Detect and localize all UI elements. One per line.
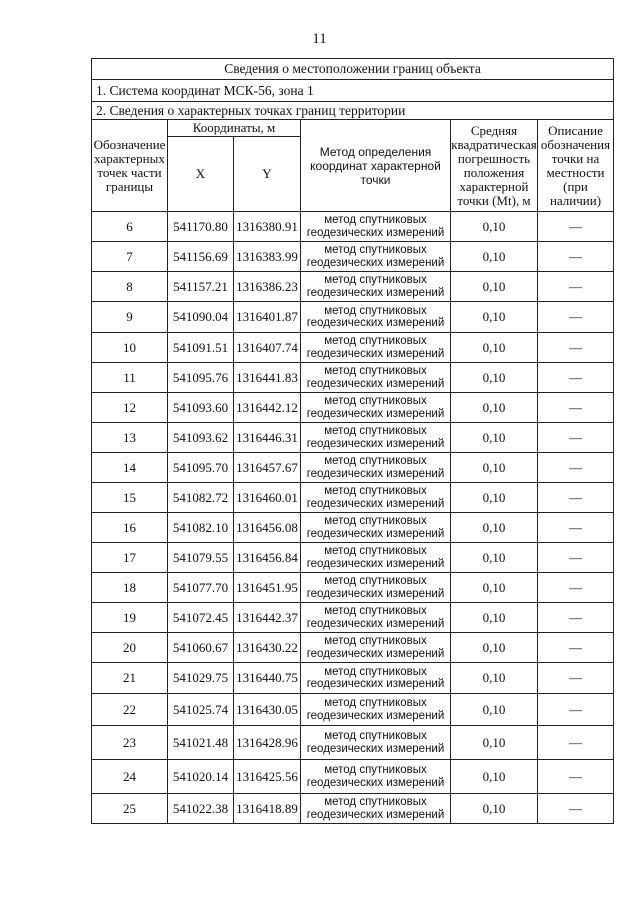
y-coordinate-cell: 1316456.08 — [234, 513, 301, 543]
accuracy-cell: 0,10 — [451, 393, 538, 423]
table-row — [92, 513, 614, 543]
description-cell: — — [538, 333, 614, 363]
table-row — [92, 543, 614, 573]
method-cell: метод спутниковых геодезических измерений — [301, 633, 451, 663]
table-row — [92, 726, 614, 760]
accuracy-cell: 0,10 — [451, 272, 538, 302]
accuracy-cell: 0,10 — [451, 726, 538, 760]
boundary-points-table — [91, 58, 614, 824]
x-coordinate-cell: 541082.10 — [168, 513, 234, 543]
method-cell: метод спутниковых геодезических измерений — [301, 333, 451, 363]
table-row — [92, 633, 614, 663]
accuracy-cell: 0,10 — [451, 242, 538, 272]
point-number-cell: 17 — [92, 543, 168, 573]
description-cell: — — [538, 513, 614, 543]
header-y: Y — [234, 137, 301, 212]
accuracy-cell: 0,10 — [451, 663, 538, 694]
header-accuracy: Средняя квадратическая погрешность положения характерной точки (Mt), м — [451, 120, 538, 212]
x-coordinate-cell: 541029.75 — [168, 663, 234, 694]
point-number-cell: 20 — [92, 633, 168, 663]
point-number-cell: 13 — [92, 423, 168, 453]
accuracy-cell: 0,10 — [451, 694, 538, 726]
accuracy-cell: 0,10 — [451, 543, 538, 573]
point-number-cell: 22 — [92, 694, 168, 726]
method-cell: метод спутниковых геодезических измерений — [301, 423, 451, 453]
description-cell: — — [538, 483, 614, 513]
y-coordinate-cell: 1316386.23 — [234, 272, 301, 302]
accuracy-cell: 0,10 — [451, 760, 538, 794]
accuracy-cell: 0,10 — [451, 423, 538, 453]
method-cell: метод спутниковых геодезических измерений — [301, 543, 451, 573]
coordinate-system-row: 1. Система координат МСК-56, зона 1 — [92, 80, 614, 102]
table-row — [92, 393, 614, 423]
y-coordinate-cell: 1316425.56 — [234, 760, 301, 794]
x-coordinate-cell: 541095.70 — [168, 453, 234, 483]
description-cell: — — [538, 694, 614, 726]
table-row — [92, 363, 614, 393]
table-row — [92, 760, 614, 794]
x-coordinate-cell: 541077.70 — [168, 573, 234, 603]
point-number-cell: 24 — [92, 760, 168, 794]
x-coordinate-cell: 541157.21 — [168, 272, 234, 302]
y-coordinate-cell: 1316380.91 — [234, 212, 301, 242]
description-cell: — — [538, 543, 614, 573]
description-cell: — — [538, 363, 614, 393]
x-coordinate-cell: 541025.74 — [168, 694, 234, 726]
y-coordinate-cell: 1316446.31 — [234, 423, 301, 453]
x-coordinate-cell: 541022.38 — [168, 794, 234, 824]
table-row — [92, 453, 614, 483]
table-row — [92, 302, 614, 333]
y-coordinate-cell: 1316457.67 — [234, 453, 301, 483]
accuracy-cell: 0,10 — [451, 633, 538, 663]
description-cell: — — [538, 212, 614, 242]
point-number-cell: 8 — [92, 272, 168, 302]
x-coordinate-cell: 541020.14 — [168, 760, 234, 794]
y-coordinate-cell: 1316430.22 — [234, 633, 301, 663]
x-coordinate-cell: 541093.60 — [168, 393, 234, 423]
accuracy-cell: 0,10 — [451, 794, 538, 824]
description-cell: — — [538, 794, 614, 824]
table-row — [92, 663, 614, 694]
y-coordinate-cell: 1316451.95 — [234, 573, 301, 603]
point-number-cell: 14 — [92, 453, 168, 483]
y-coordinate-cell: 1316456.84 — [234, 543, 301, 573]
point-number-cell: 9 — [92, 302, 168, 333]
point-number-cell: 11 — [92, 363, 168, 393]
point-number-cell: 7 — [92, 242, 168, 272]
table-row — [92, 573, 614, 603]
y-coordinate-cell: 1316401.87 — [234, 302, 301, 333]
header-coordinates: Координаты, м — [168, 120, 301, 137]
description-cell: — — [538, 423, 614, 453]
x-coordinate-cell: 541060.67 — [168, 633, 234, 663]
y-coordinate-cell: 1316428.96 — [234, 726, 301, 760]
accuracy-cell: 0,10 — [451, 302, 538, 333]
table-row — [92, 483, 614, 513]
y-coordinate-cell: 1316460.01 — [234, 483, 301, 513]
point-number-cell: 6 — [92, 212, 168, 242]
table-row — [92, 272, 614, 302]
y-coordinate-cell: 1316440.75 — [234, 663, 301, 694]
point-number-cell: 10 — [92, 333, 168, 363]
method-cell: метод спутниковых геодезических измерений — [301, 663, 451, 694]
x-coordinate-cell: 541156.69 — [168, 242, 234, 272]
table-row — [92, 333, 614, 363]
description-cell: — — [538, 573, 614, 603]
x-coordinate-cell: 541170.80 — [168, 212, 234, 242]
method-cell: метод спутниковых геодезических измерений — [301, 242, 451, 272]
description-cell: — — [538, 302, 614, 333]
method-cell: метод спутниковых геодезических измерений — [301, 272, 451, 302]
method-cell: метод спутниковых геодезических измерений — [301, 573, 451, 603]
table-row — [92, 794, 614, 824]
point-number-cell: 15 — [92, 483, 168, 513]
x-coordinate-cell: 541093.62 — [168, 423, 234, 453]
method-cell: метод спутниковых геодезических измерений — [301, 726, 451, 760]
method-cell: метод спутниковых геодезических измерений — [301, 453, 451, 483]
method-cell: метод спутниковых геодезических измерений — [301, 212, 451, 242]
description-cell: — — [538, 760, 614, 794]
method-cell: метод спутниковых геодезических измерений — [301, 483, 451, 513]
x-coordinate-cell: 541091.51 — [168, 333, 234, 363]
header-point: Обозначение характерных точек части границы — [92, 120, 168, 212]
method-cell: метод спутниковых геодезических измерений — [301, 513, 451, 543]
description-cell: — — [538, 726, 614, 760]
header-method: Метод определения координат характерной точки — [301, 120, 451, 212]
x-coordinate-cell: 541021.48 — [168, 726, 234, 760]
y-coordinate-cell: 1316442.37 — [234, 603, 301, 633]
point-number-cell: 12 — [92, 393, 168, 423]
description-cell: — — [538, 453, 614, 483]
y-coordinate-cell: 1316441.83 — [234, 363, 301, 393]
accuracy-cell: 0,10 — [451, 573, 538, 603]
accuracy-cell: 0,10 — [451, 513, 538, 543]
accuracy-cell: 0,10 — [451, 212, 538, 242]
method-cell: метод спутниковых геодезических измерений — [301, 393, 451, 423]
description-cell: — — [538, 663, 614, 694]
point-number-cell: 23 — [92, 726, 168, 760]
y-coordinate-cell: 1316407.74 — [234, 333, 301, 363]
x-coordinate-cell: 541090.04 — [168, 302, 234, 333]
accuracy-cell: 0,10 — [451, 483, 538, 513]
accuracy-cell: 0,10 — [451, 363, 538, 393]
table-row — [92, 242, 614, 272]
y-coordinate-cell: 1316442.12 — [234, 393, 301, 423]
method-cell: метод спутниковых геодезических измерений — [301, 302, 451, 333]
point-number-cell: 19 — [92, 603, 168, 633]
accuracy-cell: 0,10 — [451, 333, 538, 363]
characteristic-points-section: 2. Сведения о характерных точках границ территории — [92, 102, 614, 120]
x-coordinate-cell: 541095.76 — [168, 363, 234, 393]
y-coordinate-cell: 1316383.99 — [234, 242, 301, 272]
y-coordinate-cell: 1316418.89 — [234, 794, 301, 824]
x-coordinate-cell: 541082.72 — [168, 483, 234, 513]
point-number-cell: 21 — [92, 663, 168, 694]
description-cell: — — [538, 603, 614, 633]
method-cell: метод спутниковых геодезических измерений — [301, 694, 451, 726]
method-cell: метод спутниковых геодезических измерений — [301, 603, 451, 633]
description-cell: — — [538, 242, 614, 272]
table-row — [92, 694, 614, 726]
header-description: Описание обозначения точки на местности (при наличии) — [538, 120, 614, 212]
accuracy-cell: 0,10 — [451, 603, 538, 633]
point-number-cell: 18 — [92, 573, 168, 603]
point-number-cell: 25 — [92, 794, 168, 824]
table-row — [92, 212, 614, 242]
method-cell: метод спутниковых геодезических измерений — [301, 760, 451, 794]
header-x: X — [168, 137, 234, 212]
table-row — [92, 423, 614, 453]
accuracy-cell: 0,10 — [451, 453, 538, 483]
x-coordinate-cell: 541079.55 — [168, 543, 234, 573]
description-cell: — — [538, 633, 614, 663]
y-coordinate-cell: 1316430.05 — [234, 694, 301, 726]
page-number: 11 — [312, 31, 327, 47]
method-cell: метод спутниковых геодезических измерений — [301, 794, 451, 824]
table-row — [92, 603, 614, 633]
method-cell: метод спутниковых геодезических измерений — [301, 363, 451, 393]
x-coordinate-cell: 541072.45 — [168, 603, 234, 633]
description-cell: — — [538, 272, 614, 302]
table-title: Сведения о местоположении границ объекта — [92, 59, 614, 80]
point-number-cell: 16 — [92, 513, 168, 543]
description-cell: — — [538, 393, 614, 423]
